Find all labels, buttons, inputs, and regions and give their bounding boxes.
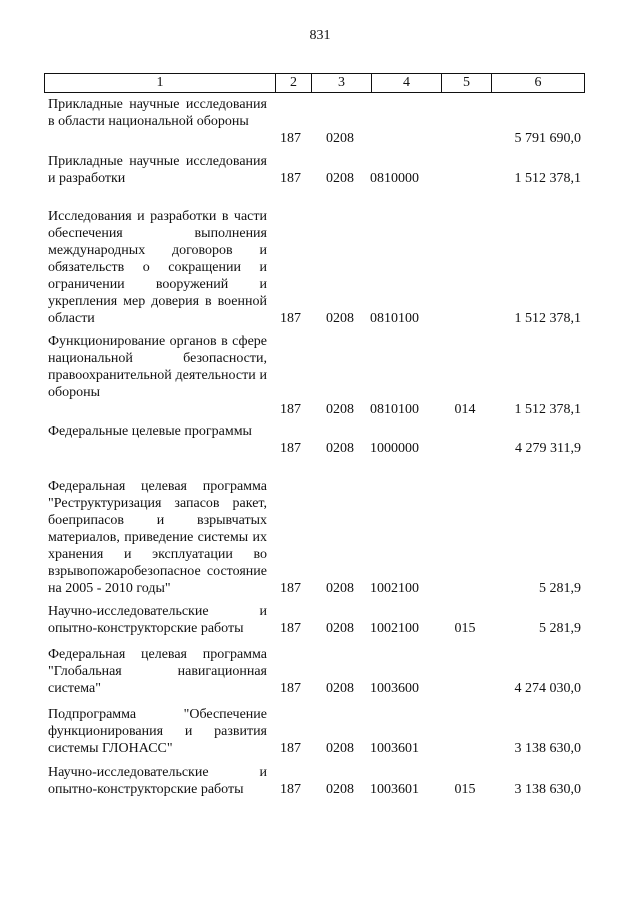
row-description: Прикладные научные исследования и разработки	[48, 154, 267, 186]
row-col-4: 1003600	[370, 681, 419, 696]
row-description: Научно-исследовательские и опытно-конструкторские работы	[48, 604, 267, 636]
table-row	[44, 208, 585, 327]
row-col-3: 0208	[326, 171, 354, 186]
page-number: 831	[309, 28, 331, 43]
row-col-2: 187	[280, 782, 301, 797]
row-col-6: 3 138 630,0	[514, 782, 581, 797]
row-col-3: 0208	[326, 441, 354, 456]
row-col-3: 0208	[326, 311, 354, 326]
column-header-1: 1	[156, 75, 164, 90]
row-col-4: 1003601	[370, 782, 419, 797]
table-row	[44, 646, 585, 697]
row-col-4: 1002100	[370, 581, 419, 596]
row-col-5: 015	[454, 782, 476, 797]
row-description: Исследования и разработки в части обеспечения выполнения международных договоров и обязательств о сокращении и ограничении вооружений и укрепления мер доверия в военной области	[48, 209, 267, 326]
column-header-6: 6	[491, 74, 584, 92]
row-col-6: 1 512 378,1	[514, 402, 581, 417]
row-col-2: 187	[280, 741, 301, 756]
row-col-3: 0208	[326, 681, 354, 696]
row-col-4: 1000000	[370, 441, 419, 456]
row-col-6: 1 512 378,1	[514, 171, 581, 186]
row-col-5: 014	[454, 402, 476, 417]
row-col-2: 187	[280, 131, 301, 146]
table-row	[44, 706, 585, 757]
row-col-2: 187	[280, 402, 301, 417]
row-description: Подпрограмма "Обеспечение функционирования и развития системы ГЛОНАСС"	[48, 707, 267, 756]
table-row	[44, 478, 585, 597]
row-description: Федеральная целевая программа "Реструктуризация запасов ракет, боеприпасов и взрывчатых материалов, приведение системы их хранения и эксплуатации во взрывопожаробезопасное состояние на 2005 - 2010 годы"	[48, 479, 267, 596]
row-description: Федеральная целевая программа "Глобальная навигационная система"	[48, 647, 267, 696]
row-col-2: 187	[280, 311, 301, 326]
row-col-2: 187	[280, 441, 301, 456]
row-col-6: 5 791 690,0	[514, 131, 581, 146]
row-col-3: 0208	[326, 621, 354, 636]
row-col-5: 015	[454, 621, 476, 636]
row-col-4: 1003601	[370, 741, 419, 756]
table-row	[44, 96, 585, 147]
row-col-4: 0810000	[370, 171, 419, 186]
table-row	[44, 153, 585, 187]
row-col-2: 187	[280, 621, 301, 636]
row-col-4: 1002100	[370, 621, 419, 636]
row-col-6: 3 138 630,0	[514, 741, 581, 756]
column-header-5: 5	[441, 74, 491, 92]
row-col-2: 187	[280, 581, 301, 596]
row-description: Функционирование органов в сфере национальной безопасности, правоохранительной деятельности и обороны	[48, 334, 267, 400]
row-col-4: 0810100	[370, 402, 419, 417]
row-col-4: 0810100	[370, 311, 419, 326]
row-col-3: 0208	[326, 402, 354, 417]
table-row	[44, 423, 585, 457]
table-row	[44, 603, 585, 637]
row-description: Научно-исследовательские и опытно-конструкторские работы	[48, 765, 267, 797]
row-col-6: 1 512 378,1	[514, 311, 581, 326]
row-col-3: 0208	[326, 741, 354, 756]
row-col-3: 0208	[326, 131, 354, 146]
row-col-3: 0208	[326, 581, 354, 596]
row-col-6: 5 281,9	[539, 581, 581, 596]
table-header	[44, 73, 585, 93]
row-col-2: 187	[280, 171, 301, 186]
column-header-2: 2	[275, 74, 311, 92]
column-header-3: 3	[311, 74, 371, 92]
row-description: Федеральные целевые программы	[48, 424, 252, 439]
column-header-4: 4	[371, 74, 441, 92]
table-row	[44, 764, 585, 798]
row-col-3: 0208	[326, 782, 354, 797]
table-row	[44, 333, 585, 418]
row-col-2: 187	[280, 681, 301, 696]
row-col-6: 5 281,9	[539, 621, 581, 636]
row-col-6: 4 279 311,9	[515, 441, 581, 456]
row-description: Прикладные научные исследования в области национальной обороны	[48, 97, 267, 129]
row-col-6: 4 274 030,0	[514, 681, 581, 696]
